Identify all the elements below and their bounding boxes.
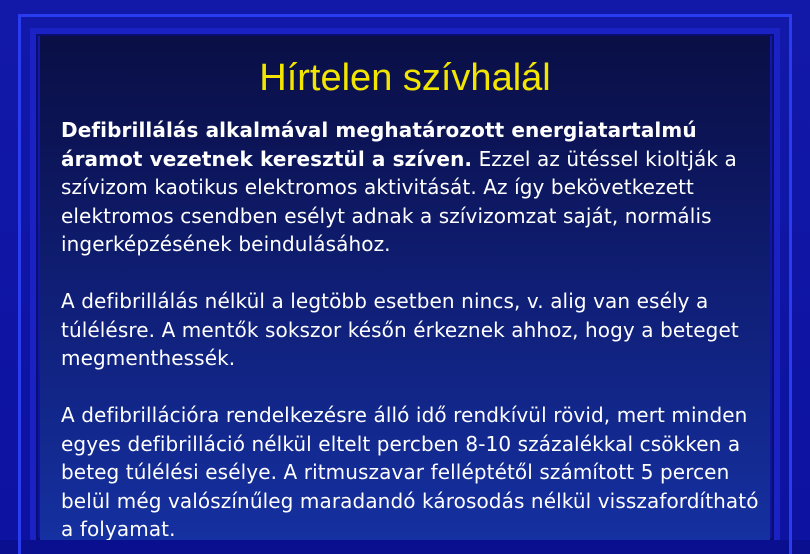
slide-panel [40, 36, 770, 540]
paragraph-defibrillation-rest: Ezzel az ütéssel kioltják a szívizom kaotikus elektromos aktivitását. Az így bekövetkezett elektromos csendben esélyt adnak a szívizomzat saját, normális ingerképzésének beindulásához. [61, 146, 737, 256]
paragraph-defibrillation [61, 116, 761, 259]
paragraph-survival: A defibrillálás nélkül a legtöbb esetben nincs, v. alig van esély a túlélésre. A mentők sokszor későn érkeznek ahhoz, hogy a beteget megmenthessék. [61, 289, 739, 370]
paragraph-time: A defibrillációra rendelkezésre álló idő rendkívül rövid, mert minden egyes defibrilláció nélkül eltelt percben 8-10 százalékkal csökken a beteg túlélési esélye. A ritmuszavar felléptétől számított 5 percen belül még valószínűleg maradandó károsodás nélkül visszafordítható a folyamat. [61, 403, 759, 540]
slide-title: Hírtelen szívhalál [259, 57, 551, 99]
paragraph-defibrillation-bold: Defibrillálás alkalmával meghatározott energiatartalmú áramot vezetnek keresztül a szíven. [61, 118, 697, 171]
slide-body [61, 116, 761, 540]
